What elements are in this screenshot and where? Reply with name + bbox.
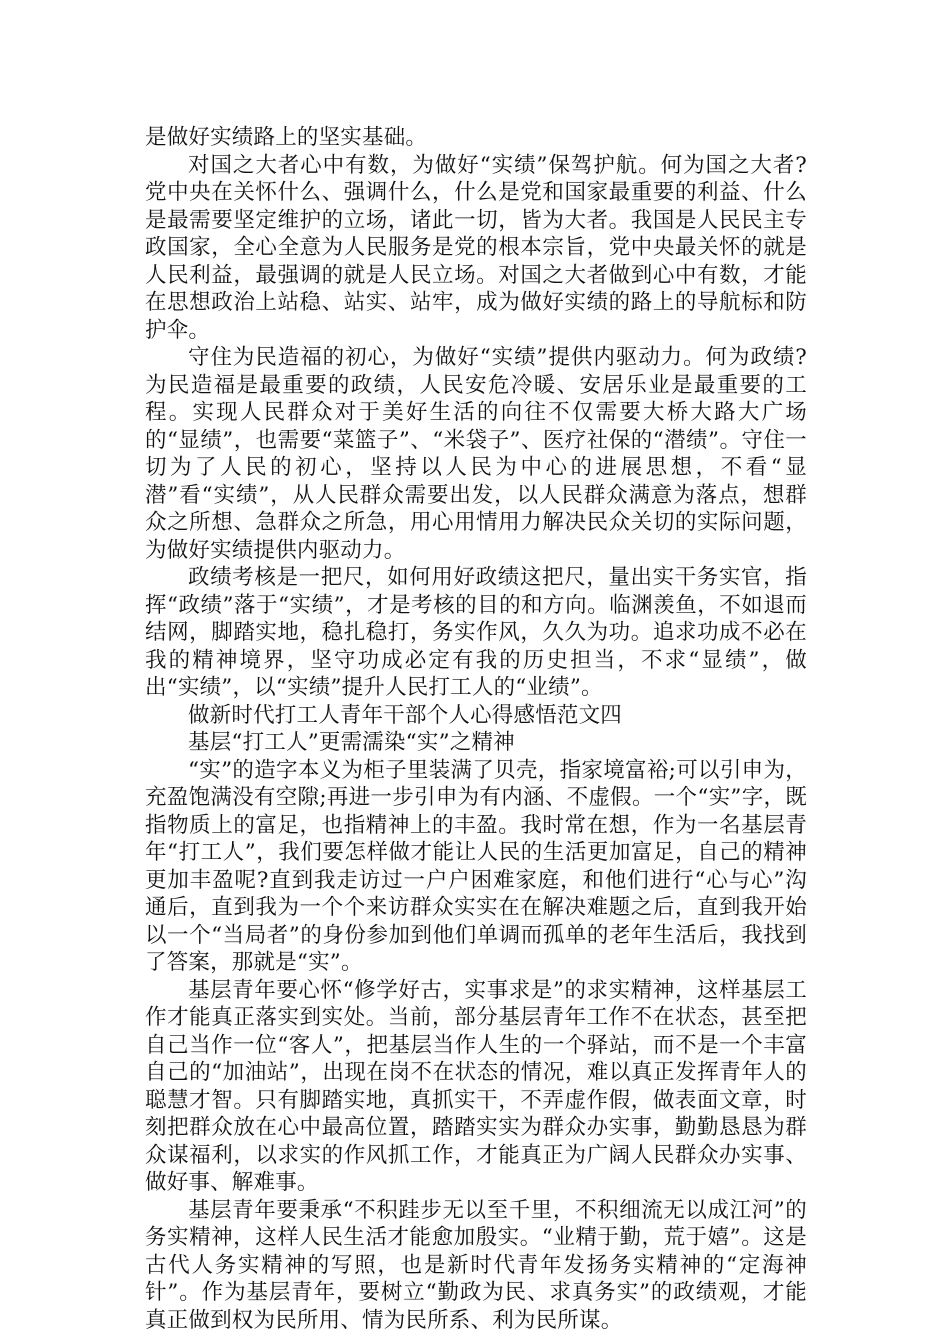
paragraph-performance-assessment: 政绩考核是一把尺，如何用好政绩这把尺，量出实干务实官，指挥“政绩”落于“实绩”，才是考核的目的和方向。临渊羡鱼，不如退而结网，脚踏实地，稳扎稳打，务实作风，久久为功。追求功成不必在我的精神境界，坚守功成必定有我的历史担当，不求“显绩”，做出“实绩”，以“实绩”提升人民打工人的“业绩”。 [145, 565, 807, 700]
document-page [145, 124, 807, 1334]
paragraph-continuation: 是做好实绩路上的坚实基础。 [145, 125, 428, 150]
paragraph-meaning-of-shi: “实”的造字本义为柜子里装满了贝壳，指家境富裕;可以引申为，充盈饱满没有空隙;再进一步引申为有内涵、不虚假。一个“实”字，既指物质上的富足，也指精神上的丰盈。我时常在想，作为一名基层青年“打工人”，我们要怎样做才能让人民的生活更加富足，自己的精神更加丰盈呢?直到我走访过一户户困难家庭，和他们进行“心与心”沟通后，直到我为一个个来访群众实实在在解决难题之后，直到我开始以一个“当局者”的身份参加到他们单调而孤单的老年生活后，我找到了答案，那就是“实”。 [145, 757, 807, 975]
section-subtitle: 基层“打工人”更需濡染“实”之精神 [188, 730, 515, 755]
section-title: 做新时代打工人青年干部个人心得感悟范文四 [188, 702, 623, 728]
paragraph-national-priorities: 对国之大者心中有数，为做好“实绩”保驾护航。何为国之大者?党中央在关怀什么、强调什么，什么是党和国家最重要的利益、什么是最需要坚定维护的立场，诸此一切，皆为大者。我国是人民民主专政国家，全心全意为人民服务是党的根本宗旨，党中央最关怀的就是人民利益，最强调的就是人民立场。对国之大者做到心中有数，才能在思想政治上站稳、站实、站牢，成为做好实绩的路上的导航标和防护伞。 [145, 152, 807, 343]
paragraph-pragmatic-spirit: 基层青年要秉承“不积跬步无以至千里，不积细流无以成江河”的务实精神，这样人民生活才能愈加殷实。“业精于勤，荒于嬉”。这是古代人务实精神的写照，也是新时代青年发扬务实精神的“定海神针”。作为基层青年，要树立“勤政为民、求真务实”的政绩观，才能真正做到权为民所用、情为民所系、利为民所谋。 [145, 1197, 807, 1333]
paragraph-original-aspiration: 守住为民造福的初心，为做好“实绩”提供内驱动力。何为政绩?为民造福是最重要的政绩，人民安危冷暖、安居乐业是最重要的工程。实现人民群众对于美好生活的向往不仅需要大桥大路大广场的“显绩”，也需要“菜篮子”、“米袋子”、医疗社保的“潜绩”。守住一切为了人民的初心，坚持以人民为中心的进展思想，不看“显潜”看“实绩”，从人民群众需要出发，以人民群众满意为落点，想群众之所想、急群众之所急，用心用情用力解决民众关切的实际问题，为做好实绩提供内驱动力。 [145, 345, 807, 563]
paragraph-truth-seeking-spirit: 基层青年要心怀“修学好古，实事求是”的求实精神，这样基层工作才能真正落实到实处。当前，部分基层青年工作不在状态，甚至把自己当作一位“客人”，把基层当作人生的一个驿站，而不是一个丰富自己的“加油站”，出现在岗不在状态的情况，难以真正发挥青年人的聪慧才智。只有脚踏实地，真抓实干，不弄虚作假，做表面文章，时刻把群众放在心中最高位置，踏踏实实为群众办实事，勤勤恳恳为群众谋福利，以求实的作风抓工作，才能真正为广阔人民群众办实事、做好事、解难事。 [145, 977, 807, 1195]
